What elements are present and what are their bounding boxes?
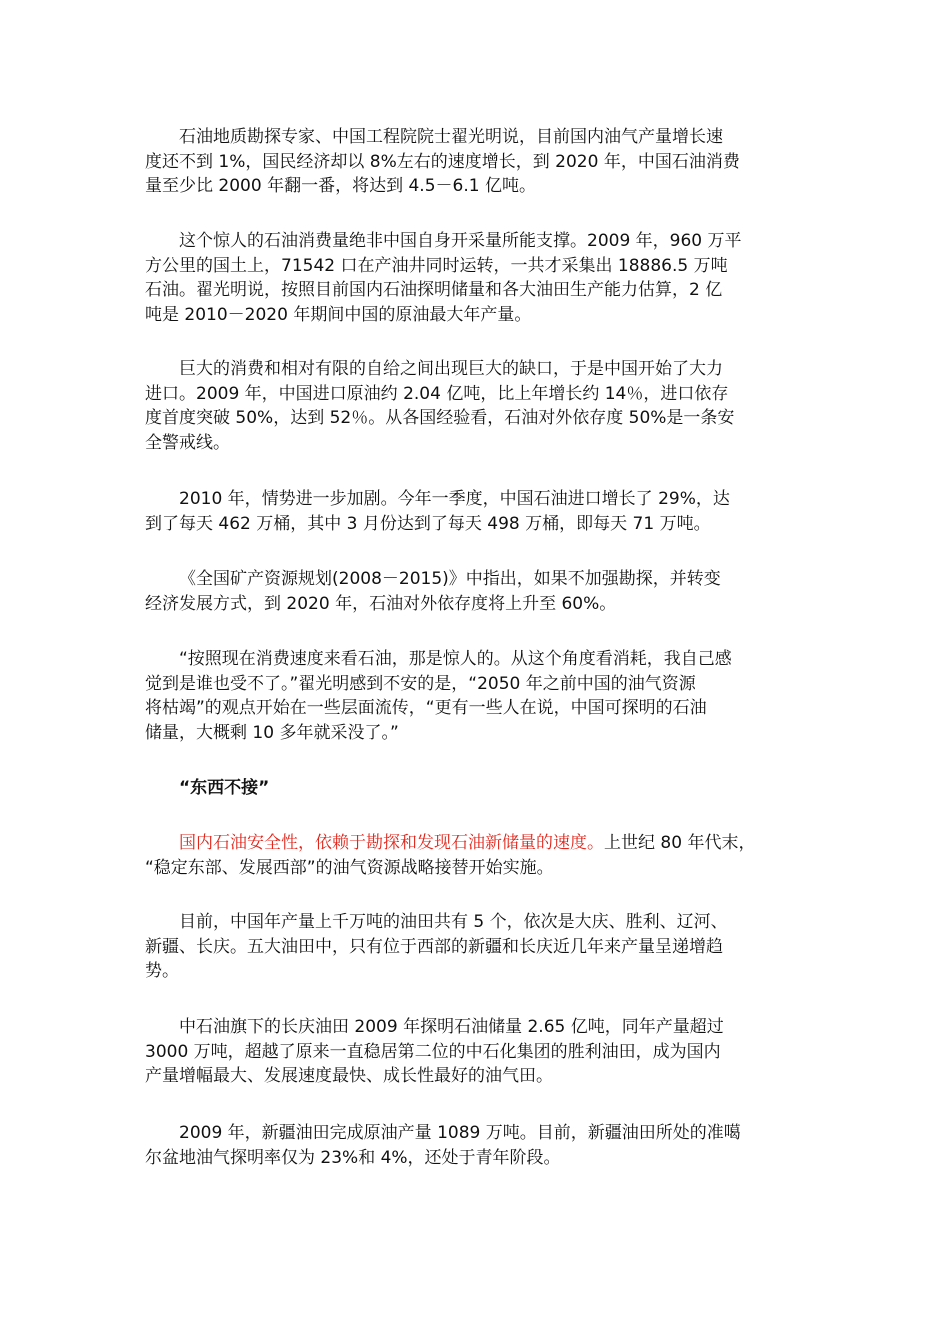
paragraph-line: 势。 (145, 961, 179, 981)
paragraph-8 (145, 1015, 815, 1089)
paragraph-line: 这个惊人的石油消费量绝非中国自身开采量所能支撑。2009 年，960 万平 (179, 231, 742, 251)
paragraph-5 (145, 567, 815, 616)
paragraph-line: 《全国矿产资源规划(2008－2015)》中指出，如果不加强勘探，并转变 (179, 569, 721, 589)
paragraph-line: 方公里的国土上，71542 口在产油井同时运转，一共才采集出 18886.5 万吨 (145, 255, 728, 276)
paragraph-line: 中石油旗下的长庆油田 2009 年探明石油储量 2.65 亿吨，同年产量超过 (179, 1017, 724, 1037)
paragraph-line: 进口。2009 年，中国进口原油约 2.04 亿吨，比上年增长约 14％，进口依存 (145, 383, 729, 404)
paragraph-line: 3000 万吨，超越了原来一直稳居第二位的中石化集团的胜利油田，成为国内 (145, 1041, 721, 1062)
highlight-paragraph (145, 831, 825, 880)
paragraph-line: 全警戒线。 (145, 432, 230, 453)
paragraph-7 (145, 910, 815, 984)
paragraph-3 (145, 357, 815, 455)
paragraph-line: 2009 年，新疆油田完成原油产量 1089 万吨。目前，新疆油田所处的准噶 (179, 1123, 741, 1143)
paragraph-line: 觉到是谁也受不了。”翟光明感到不安的是，“2050 年之前中国的油气资源 (145, 673, 696, 694)
paragraph-line: 度还不到 1%，国民经济却以 8%左右的速度增长，到 2020 年，中国石油消费 (145, 151, 740, 172)
paragraph-line: 经济发展方式，到 2020 年，石油对外依存度将上升至 60%。 (145, 593, 617, 614)
paragraph-line: 2010 年，情势进一步加剧。今年一季度，中国石油进口增长了 29%，达 (179, 489, 730, 509)
paragraph-line: 吨是 2010－2020 年期间中国的原油最大年产量。 (145, 304, 532, 325)
paragraph-line: 目前，中国年产量上千万吨的油田共有 5 个，依次是大庆、胜利、辽河、 (179, 912, 728, 932)
paragraph-6 (145, 647, 815, 745)
paragraph-4 (145, 487, 815, 536)
paragraph-line: 石油。翟光明说，按照目前国内石油探明储量和各大油田生产能力估算，2 亿 (145, 280, 723, 300)
paragraph-line: 巨大的消费和相对有限的自给之间出现巨大的缺口，于是中国开始了大力 (179, 359, 723, 379)
paragraph-line: 量至少比 2000 年翻一番，将达到 4.5－6.1 亿吨。 (145, 176, 536, 196)
section-heading: “东西不接” (179, 778, 270, 798)
paragraph-2 (145, 229, 815, 327)
paragraph-line: “稳定东部、发展西部”的油气资源战略接替开始实施。 (145, 857, 554, 878)
paragraph-line: 到了每天 462 万桶，其中 3 月份达到了每天 498 万桶，即每天 71 万吨。 (145, 513, 711, 534)
paragraph-9 (145, 1121, 815, 1170)
paragraph-line: 度首度突破 50%，达到 52％。从各国经验看，石油对外依存度 50%是一条安 (145, 408, 735, 428)
paragraph-line: 尔盆地油气探明率仅为 23%和 4%，还处于青年阶段。 (145, 1147, 561, 1168)
paragraph-1 (145, 125, 815, 199)
highlight-paragraph-line-1 (145, 831, 825, 856)
paragraph-line: “按照现在消费速度来看石油，那是惊人的。从这个角度看消耗，我自己感 (179, 649, 732, 669)
highlight-rest-text: 上世纪 80 年代末， (604, 833, 756, 853)
paragraph-line: 储量，大概剩 10 多年就采没了。” (145, 722, 399, 743)
paragraph-line: 新疆、长庆。五大油田中，只有位于西部的新疆和长庆近几年来产量呈递增趋 (145, 936, 723, 957)
highlight-red-text: 国内石油安全性，依赖于勘探和发现石油新储量的速度。 (179, 833, 604, 853)
paragraph-line: 石油地质勘探专家、中国工程院院士翟光明说，目前国内油气产量增长速 (179, 127, 723, 147)
paragraph-line: 将枯竭”的观点开始在一些层面流传，“更有一些人在说，中国可探明的石油 (145, 698, 707, 718)
paragraph-line: 产量增幅最大、发展速度最快、成长性最好的油气田。 (145, 1066, 553, 1086)
